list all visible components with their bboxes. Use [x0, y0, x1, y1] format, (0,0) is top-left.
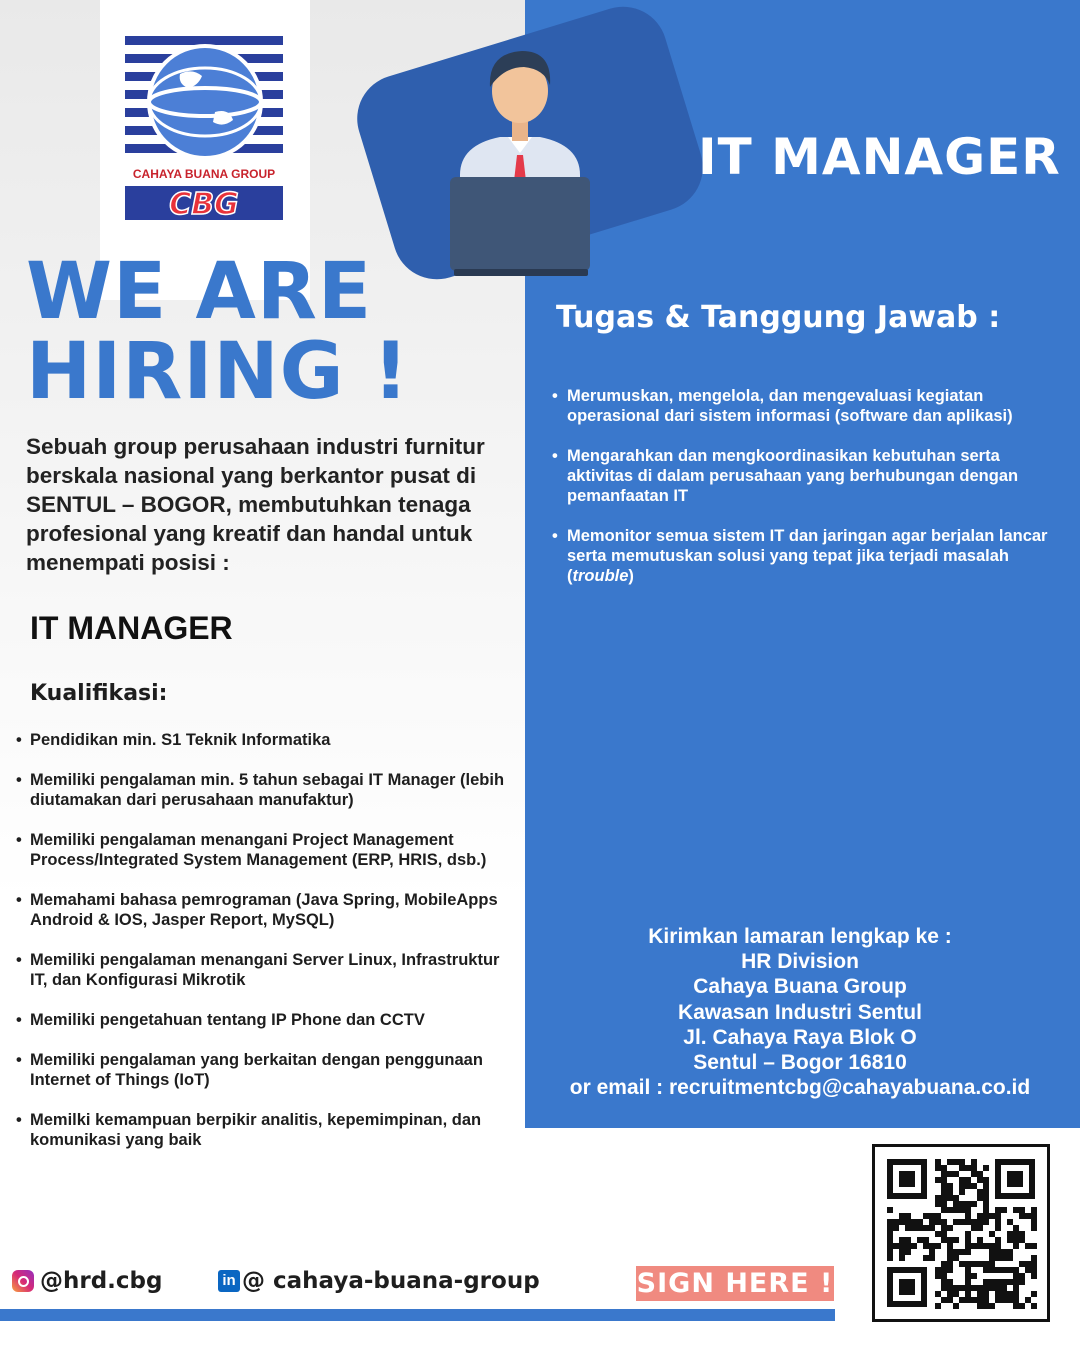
instagram-link[interactable]: [12, 1268, 162, 1294]
logo-initials: CBG: [169, 187, 239, 220]
intro-paragraph: Sebuah group perusahaan industri furnitur berskala nasional yang berkantor pusat di SENTUL – BOGOR, membutuhkan tenaga profesional yang kreatif dan handal untuk menempati posisi :: [26, 434, 485, 575]
contact-line: Kawasan Industri Sentul: [678, 1000, 922, 1024]
company-logo: [125, 34, 283, 220]
contact-line: Cahaya Buana Group: [693, 975, 907, 999]
linkedin-handle: @ cahaya-buana-group: [242, 1268, 540, 1294]
qr-code[interactable]: [872, 1144, 1050, 1322]
qualification-item: • Memiliki pengalaman menangani Project Management Process/Integrated System Management (ERP, HRIS, dsb.): [16, 830, 516, 870]
duty-item-end: ): [628, 567, 634, 585]
qualifications-list: [16, 730, 516, 1170]
duty-item: • Mengarahkan dan mengkoordinasikan kebutuhan serta aktivitas di dalam perusahaan yang berhubungan dengan pemanfaatan IT: [552, 446, 1067, 506]
duties-title: Tugas & Tanggung Jawab :: [556, 300, 1001, 335]
contact-block: [540, 924, 1060, 1100]
position-title: IT MANAGER: [30, 610, 233, 646]
duty-item: [552, 526, 1067, 586]
qualification-item: • Pendidikan min. S1 Teknik Informatika: [16, 730, 516, 750]
job-title: IT MANAGER: [698, 128, 1061, 186]
headline-line-1: WE ARE: [26, 247, 373, 337]
qr-code-graphic: [875, 1147, 1047, 1319]
qualifications-title: Kualifikasi:: [30, 681, 168, 706]
duty-item-text: Memonitor semua sistem IT dan jaringan agar berjalan lancar serta memutuskan solusi yang tepat jika terjadi masalah (: [567, 527, 1048, 585]
qualification-item: • Memiliki pengetahuan tentang IP Phone dan CCTV: [16, 1010, 516, 1030]
duty-item-italic: trouble: [572, 567, 629, 585]
qualification-item: • Memiliki pengalaman yang berkaitan dengan penggunaan Internet of Things (IoT): [16, 1050, 516, 1090]
duty-item: • Merumuskan, mengelola, dan mengevaluasi kegiatan operasional dari sistem informasi (software dan aplikasi): [552, 386, 1067, 426]
qualification-item: • Memiliki pengalaman min. 5 tahun sebagai IT Manager (lebih diutamakan dari perusahaan manufaktur): [16, 770, 516, 810]
contact-line: Jl. Cahaya Raya Blok O: [683, 1025, 917, 1049]
linkedin-link[interactable]: [218, 1268, 540, 1294]
contact-line: Sentul – Bogor 16810: [693, 1051, 907, 1075]
hiring-headline: [26, 247, 506, 417]
sign-here-button[interactable]: SIGN HERE !: [636, 1268, 834, 1299]
contact-line: HR Division: [741, 950, 859, 974]
contact-line: Kirimkan lamaran lengkap ke :: [648, 925, 952, 948]
qualification-item: • Memiliki pengalaman menangani Server Linux, Infrastruktur IT, dan Konfigurasi Mikrotik: [16, 950, 516, 990]
duties-list: [552, 386, 1067, 606]
qualification-item: • Memahami bahasa pemrograman (Java Spring, MobileApps Android & IOS, Jasper Report, MySQL): [16, 890, 516, 930]
contact-email[interactable]: or email : recruitmentcbg@cahayabuana.co.id: [569, 1076, 1031, 1100]
instagram-icon: [12, 1270, 34, 1292]
person-laptop-illustration: [440, 45, 600, 280]
headline-line-2: HIRING !: [26, 327, 410, 417]
linkedin-icon: in: [218, 1270, 240, 1292]
bottom-accent-bar: [0, 1309, 835, 1321]
instagram-handle: @hrd.cbg: [40, 1268, 163, 1294]
logo-group-name: CAHAYA BUANA GROUP: [132, 167, 276, 181]
qualification-item: • Memilki kemampuan berpikir analitis, kepemimpinan, dan komunikasi yang baik: [16, 1110, 516, 1150]
